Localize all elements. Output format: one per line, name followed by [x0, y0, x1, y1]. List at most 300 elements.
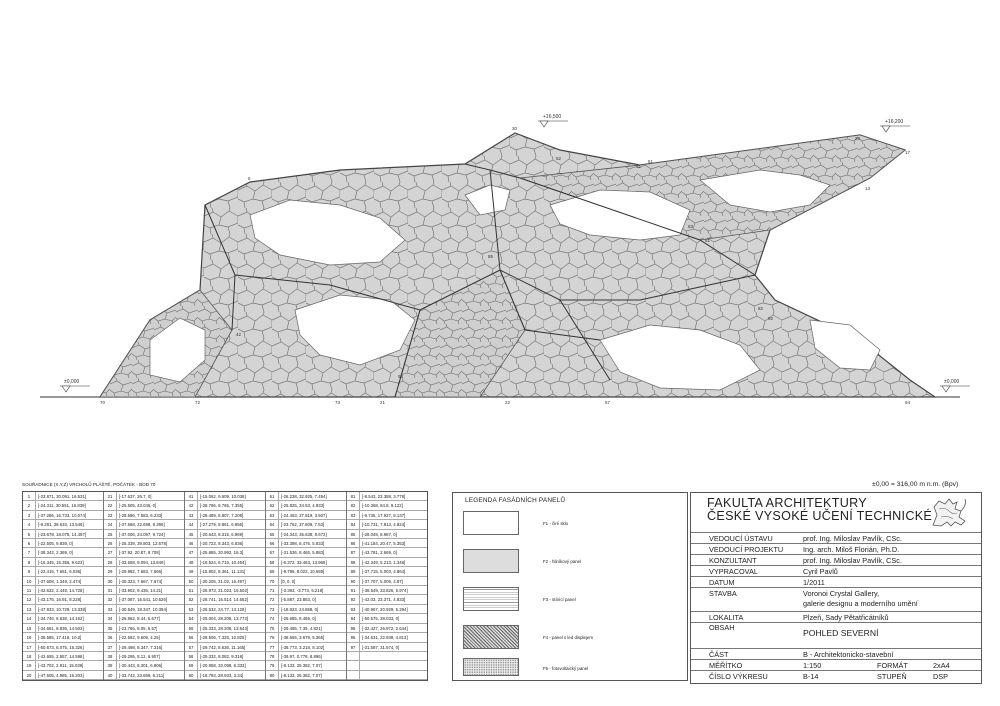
table-row: [104, 548, 184, 557]
table-row: [104, 520, 184, 529]
vertex-coordinate: [-37.707, 5.009, 4.87]: [362, 578, 403, 584]
vertex-coordinate: [-28.049, 8.987, 0]: [362, 531, 397, 537]
table-row: [23, 624, 103, 633]
vertex-coordinate: [-39.97, 0.778, 8.896]: [281, 653, 322, 659]
point-label: 81: [705, 238, 711, 243]
vertex-coordinate: [-28.796, 8.765, 7.355]: [200, 503, 244, 509]
table-row: [23, 567, 103, 576]
table-row: [266, 492, 346, 501]
vertex-coordinate: [-9.735, 17.927, 9.137]: [362, 512, 406, 518]
vertex-coordinate: [-30.443, 8.301, 6.906]: [119, 663, 163, 669]
coordinates-title: SOUŘADNICE (X,Y,Z) VRCHOLŮ PLÁŠTĚ, POČÁTEK - BOD 70: [22, 482, 156, 487]
table-row: [347, 567, 427, 576]
vertex-coordinate: [-23.678, 18.075, 14.497]: [38, 531, 87, 537]
coordinates-grid: [22, 491, 428, 681]
vertex-number: 59: [185, 661, 198, 669]
table-row: [23, 671, 103, 680]
vertex-number: 67: [266, 548, 279, 556]
vertex-number: 53: [185, 605, 198, 613]
table-row: [185, 652, 265, 661]
table-row: [104, 614, 184, 623]
row-value: 1/2011: [803, 578, 825, 587]
vertex-coordinate: [-20.958, 33.098, 6.333]: [200, 663, 246, 669]
table-row: [104, 539, 184, 548]
vertex-coordinate: [-26.238, 32.925, 7.494]: [281, 494, 327, 499]
vertex-number: 71: [266, 586, 279, 594]
vertex-number: 15: [23, 624, 36, 632]
row-value: Ing. arch. Miloš Florián, Ph.D.: [803, 545, 900, 554]
table-row: [266, 605, 346, 614]
row-key: VYPRACOVAL: [709, 567, 758, 576]
point-label: 70: [100, 400, 106, 405]
vertex-coordinate: [-37.286, 16.733, 10.074]: [38, 512, 87, 518]
vertex-coordinate: [-23.415, 7.651, 6.036]: [38, 569, 82, 575]
vertex-number: 37: [104, 643, 117, 651]
table-row: [23, 539, 103, 548]
row-key: MĚŘÍTKO: [709, 661, 743, 670]
vertex-coordinate: [-22.505, 9.839, 0]: [38, 541, 73, 547]
point-label: 85: [488, 254, 494, 259]
vertex-coordinate: [-33.398, 8.476, 5.833]: [281, 541, 325, 547]
row-key: STUPEŇ: [877, 672, 907, 681]
table-row: [104, 511, 184, 520]
table-row: [104, 558, 184, 567]
table-row: [23, 501, 103, 510]
vertex-number: 12: [23, 595, 36, 603]
vertex-coordinate: [-43.702, 2.911, 15.039]: [38, 663, 84, 669]
vertex-number: 4: [23, 520, 36, 528]
vertex-coordinate: [-8.133, 25.382, 7.07]: [281, 663, 322, 669]
table-row: [104, 624, 184, 633]
vertex-number: 72: [266, 595, 279, 603]
vertex-coordinate: [-43.781, 2.669, 0]: [362, 550, 397, 556]
vertex-number: 49: [185, 567, 198, 575]
vertex-coordinate: [-27.279, 8.861, 6.856]: [200, 522, 244, 528]
table-row: [347, 539, 427, 548]
table-row: [266, 614, 346, 623]
table-row: [347, 595, 427, 604]
table-row: [104, 567, 184, 576]
coordinates-column: [347, 492, 427, 680]
table-row: [185, 633, 265, 642]
vertex-coordinate: [-25.333, 28.208, 13.543]: [200, 625, 249, 631]
elevation-marker-left-ground: [60, 379, 90, 392]
vertex-coordinate: [-28.741, 16.514, 14.652]: [200, 597, 249, 603]
vertex-number: 75: [266, 624, 279, 632]
vertex-number: 40: [104, 671, 117, 679]
table-row: [23, 577, 103, 586]
table-row: [266, 501, 346, 510]
vertex-coordinates-table: [22, 482, 426, 682]
table-row: [266, 643, 346, 652]
vertex-coordinate: [-30.549, 18.347, 10.394]: [119, 606, 168, 612]
vertex-number: 86: [347, 539, 360, 547]
table-row: [266, 539, 346, 548]
vertex-coordinate: [-37.087, 16.541, 10.626]: [119, 597, 168, 603]
vertex-number: 96: [347, 633, 360, 641]
vertex-coordinate: [-29.495, 7.35, 4.821]: [281, 625, 322, 631]
table-row: [266, 520, 346, 529]
table-row: [23, 520, 103, 529]
vertex-number: 28: [104, 558, 117, 566]
vertex-coordinate: [-37.006, 24.097, 9.724]: [119, 531, 165, 537]
coordinates-column: [266, 492, 347, 680]
point-label: 6: [248, 176, 251, 181]
table-row: [23, 605, 103, 614]
vertex-number: 29: [104, 567, 117, 575]
point-label: 20: [855, 136, 861, 141]
vertex-number: 9: [23, 567, 36, 575]
vertex-coordinate: [-25.865, 20.992, 16.3]: [200, 550, 244, 556]
vertex-number: 94: [347, 614, 360, 622]
vertex-number: 19: [23, 661, 36, 669]
table-row: [347, 586, 427, 595]
point-label: 21: [380, 400, 386, 405]
vertex-coordinate: [-24.453, 37.819, 3.507]: [281, 512, 327, 518]
table-row: [104, 492, 184, 501]
vertex-coordinate: [-29.982, 7.683, 7.666]: [119, 569, 163, 575]
faculty-line-1: FAKULTA ARCHITEKTURY: [707, 496, 867, 510]
table-row: [347, 520, 427, 529]
row-value: Cyril Pavlů: [803, 567, 838, 576]
vertex-coordinate: [-25.962, 8.44, 6.677]: [119, 616, 160, 622]
row-value: B - Architektonicko-stavební: [803, 650, 894, 659]
vertex-number: 3: [23, 511, 36, 519]
vertex-coordinate: [-25.825, 34.53, 4.833]: [281, 503, 325, 509]
vertex-coordinate: [-3.393, -3.773, 5.218]: [281, 588, 324, 594]
point-label: 83: [688, 224, 694, 229]
vertex-number: 30: [104, 577, 117, 585]
vertex-coordinate: [-8.543, 23.388, 3.778]: [362, 494, 406, 499]
table-row: [185, 586, 265, 595]
vertex-number: [347, 661, 360, 669]
table-row: [23, 614, 103, 623]
vertex-number: 16: [23, 633, 36, 641]
vertex-coordinate: [-28.596, 7.583, 6.233]: [119, 512, 163, 518]
vertex-coordinate: [-18.524, 6.716, 10.454]: [200, 559, 246, 565]
legend-title: LEGENDA FASÁDNÍCH PANELŮ: [465, 497, 566, 504]
vertex-number: 36: [104, 633, 117, 641]
vertex-number: 76: [266, 633, 279, 641]
vertex-number: 65: [266, 530, 279, 538]
vertex-coordinate: [-24.311, 30.551, 16.839]: [38, 503, 86, 509]
table-row: [23, 548, 103, 557]
vertex-number: 52: [185, 595, 198, 603]
vertex-number: 89: [347, 567, 360, 575]
vertex-number: 95: [347, 624, 360, 632]
vertex-coordinate: [-26.532, 24.77, 13.128]: [200, 606, 246, 612]
table-row: [104, 530, 184, 539]
vertex-number: 44: [185, 520, 198, 528]
point-label: 51: [648, 159, 654, 164]
row-key: ČÍSLO VÝKRESU: [709, 672, 768, 681]
vertex-coordinate: [-47.933, 10.729, 13.338]: [38, 606, 87, 612]
row-value: B-14: [803, 672, 819, 681]
vertex-coordinate: [-25.973, 21.023, 16.502]: [200, 588, 249, 594]
table-row: [104, 661, 184, 670]
row-key: KONZULTANT: [709, 556, 757, 565]
table-row: [104, 652, 184, 661]
table-row: [266, 661, 346, 670]
vertex-number: 84: [347, 520, 360, 528]
vertex-number: 43: [185, 511, 198, 519]
vertex-number: 21: [104, 492, 117, 500]
vertex-number: 7: [23, 548, 36, 556]
vertex-coordinate: [-38.342, 2.369, 0]: [38, 550, 73, 556]
table-row: [104, 577, 184, 586]
vertex-number: 55: [185, 624, 198, 632]
vertex-number: 93: [347, 605, 360, 613]
vertex-coordinate: [-32.427, 26.972, 2.644]: [362, 625, 408, 631]
vertex-coordinate: [-20.723, 8.343, 6.836]: [200, 541, 244, 547]
table-row: [185, 530, 265, 539]
row-value: 2xA4: [933, 661, 950, 670]
legend-swatch-photovoltaic: [463, 658, 519, 676]
row-stavba: [691, 587, 981, 610]
vertex-number: 18: [23, 652, 36, 660]
vertex-number: 24: [104, 520, 117, 528]
vertex-number: 69: [266, 567, 279, 575]
row-key: LOKALITA: [709, 613, 744, 622]
row-value: DSP: [933, 672, 949, 681]
point-label: 52: [556, 156, 562, 161]
vertex-coordinate: [-38.549, 33.826, 5.974]: [362, 588, 408, 594]
vertex-number: 80: [266, 671, 279, 679]
vertex-number: 70: [266, 577, 279, 585]
legend-swatch-led: [463, 625, 519, 649]
table-row: [23, 492, 103, 501]
vertex-coordinate: [-18.823, 24.868, 0]: [281, 606, 319, 612]
vertex-coordinate: [-23.766, 8.05, 5.57]: [119, 625, 158, 631]
vertex-coordinate: [-24.343, 35.638, 8.672]: [281, 531, 327, 537]
vertex-coordinate: [-30.323, 7.667, 7.674]: [119, 578, 163, 584]
svg-text:±0,000: ±0,000: [944, 379, 960, 385]
row-value: 1:150: [803, 661, 822, 670]
point-label: 30: [512, 126, 518, 131]
vertex-coordinate: [-20.643, 8.315, 6.969]: [200, 531, 244, 537]
row-key: OBSAH: [709, 623, 735, 632]
point-label: 57: [605, 400, 611, 405]
point-label: 82: [758, 306, 764, 311]
table-row: [185, 577, 265, 586]
title-block: [690, 492, 982, 684]
vertex-coordinate: [-41.184, 20.47, 5.353]: [362, 541, 406, 547]
vertex-number: 45: [185, 530, 198, 538]
vertex-number: 38: [104, 652, 117, 660]
vertex-number: 1: [23, 492, 36, 500]
vertex-number: 14: [23, 614, 36, 622]
vertex-number: 79: [266, 661, 279, 669]
vertex-number: 11: [23, 586, 36, 594]
vertex-number: 78: [266, 652, 279, 660]
vertex-number: 83: [347, 511, 360, 519]
vertex-coordinate: [-29.295, 8.12, 6.907]: [119, 653, 160, 659]
row-key: VEDOUCÍ ÚSTAVU: [709, 534, 773, 543]
vertex-number: 74: [266, 614, 279, 622]
vertex-coordinate: [-37.668, 22.698, 8.396]: [119, 522, 165, 528]
vertex-number: 87: [347, 548, 360, 556]
svg-text:±0,000: ±0,000: [64, 379, 80, 385]
vertex-coordinate: [-33.742, 23.659, 6.211]: [119, 672, 165, 678]
vertex-coordinate: [-42.655, 2.557, 14.598]: [38, 653, 84, 659]
coordinates-column: [23, 492, 104, 680]
vertex-coordinate: [-22.592, 9.609, 4.25]: [119, 635, 160, 641]
vertex-number: 66: [266, 539, 279, 547]
vertex-coordinate: [360, 652, 362, 660]
table-row: [347, 530, 427, 539]
vertex-coordinate: [-25.505, 43.046, 0]: [119, 503, 157, 509]
table-row: [266, 567, 346, 576]
table-row: [185, 605, 265, 614]
vertex-coordinate: [-9.796, 8.022, 10.659]: [281, 569, 325, 575]
vertex-coordinate: [-31.536, 8.465, 5.883]: [281, 550, 325, 556]
table-row: [185, 511, 265, 520]
svg-text:+16,500: +16,500: [543, 114, 562, 120]
vertex-coordinate: [-43.176, 16.91, 8.228]: [38, 597, 82, 603]
vertex-coordinate: [-9.281, 38.633, 13.546]: [38, 522, 84, 528]
vertex-number: 90: [347, 577, 360, 585]
table-row: [266, 511, 346, 520]
row-cislo-vykresu: [691, 670, 981, 682]
vertex-coordinate: [-37.715, 5.003, 4.864]: [362, 569, 406, 575]
table-row: [266, 558, 346, 567]
point-label: 92: [768, 316, 774, 321]
vertex-number: 2: [23, 501, 36, 509]
row-value: Plzeň, Sady Pětatřicátníků: [803, 613, 889, 622]
vertex-number: 34: [104, 614, 117, 622]
table-row: [185, 643, 265, 652]
vertex-coordinate: [-18.783, 28.933, 3.34]: [200, 672, 244, 678]
elevation-marker-peak-left: [538, 114, 568, 127]
vertex-number: 50: [185, 577, 198, 585]
vertex-coordinate: [-29.332, 8.082, 9.318]: [200, 653, 244, 659]
vertex-number: [347, 671, 360, 679]
row-key: VEDOUCÍ PROJEKTU: [709, 545, 784, 554]
legend-swatch-shading: [463, 587, 519, 611]
vertex-coordinate: [-34.631, 22.939, 4.813]: [362, 635, 408, 641]
vertex-coordinate: [-28.506, 7.325, 10.825]: [200, 635, 246, 641]
table-row: [23, 511, 103, 520]
vertex-number: 31: [104, 586, 117, 594]
vertex-number: 20: [23, 671, 36, 679]
table-row: [347, 605, 427, 614]
table-row: [266, 548, 346, 557]
vertex-number: 25: [104, 530, 117, 538]
vertex-coordinate: [-38.773, 3.218, 8.102]: [281, 644, 325, 650]
legend-label: F4 - panel s led displejem: [543, 635, 594, 640]
table-row: [104, 501, 184, 510]
row-obsah: [691, 622, 981, 647]
vertex-coordinate: [-33.902, 9.436, 14.21]: [119, 588, 163, 594]
table-row: [23, 661, 103, 670]
vertex-number: 92: [347, 595, 360, 603]
legend-swatch-aluminium: [463, 549, 519, 573]
vertex-number: 97: [347, 643, 360, 651]
vertex-coordinate: [-34.661, 8.836, 14.503]: [38, 625, 84, 631]
vertex-number: 82: [347, 501, 360, 509]
legend-label: F3 - stínící panel: [543, 597, 576, 602]
legend-label: F5 - fotovoltaický panel: [543, 666, 589, 671]
vertex-number: 77: [266, 643, 279, 651]
table-row: [185, 661, 265, 670]
table-row: [23, 530, 103, 539]
table-row: [185, 492, 265, 501]
vertex-number: 10: [23, 577, 36, 585]
vertex-coordinate: [-5.887, 23.863, 0]: [281, 597, 316, 603]
table-row: [347, 558, 427, 567]
row-key: STAVBA: [709, 589, 737, 598]
vertex-coordinate: [-30.205, 21.02, 16.497]: [200, 578, 246, 584]
vertex-coordinate: [-33.558, 9.094, 13.849]: [119, 559, 165, 565]
vertex-number: 73: [266, 605, 279, 613]
row-key: ČÁST: [709, 650, 729, 659]
vertex-coordinate: [-50.575, 28.033, 0]: [362, 616, 400, 622]
coordinates-column: [104, 492, 185, 680]
vertex-number: 27: [104, 548, 117, 556]
legend-label: F1 - čiré sklo: [543, 521, 569, 526]
table-row: [185, 501, 265, 510]
vertex-coordinate: [-42.349, 5.213, 1.348]: [362, 559, 406, 565]
legend-label: F2 - hliníkový panel: [543, 559, 582, 564]
vertex-coordinate: [-42.622, 2.448, 14.728]: [38, 588, 84, 594]
vertex-number: 60: [185, 671, 198, 679]
vertex-number: 32: [104, 595, 117, 603]
vertex-number: 57: [185, 643, 198, 651]
table-row: [185, 520, 265, 529]
vertex-number: 17: [23, 643, 36, 651]
table-row: [104, 595, 184, 604]
point-label: 94: [905, 400, 911, 405]
table-row: [104, 671, 184, 680]
point-label: 42: [236, 332, 242, 337]
vertex-number: 51: [185, 586, 198, 594]
vertex-coordinate: [-25.339, 39.803, 12.678]: [119, 541, 168, 547]
table-row: [347, 643, 427, 652]
vertex-coordinate: [0, 0, 0]: [281, 578, 296, 584]
point-label: 31: [636, 164, 642, 169]
vertex-coordinate: [-23.871, 30.091, 16.531]: [38, 494, 87, 499]
vertex-coordinate: [-29.498, 8.347, 7.316]: [119, 644, 163, 650]
elevation-marker-right-ground: [940, 379, 970, 392]
vertex-coordinate: [-23.762, 37.809, 7.53]: [281, 522, 325, 528]
vertex-coordinate: [-17.637, 26.7, 0]: [119, 494, 152, 499]
table-row: [347, 624, 427, 633]
vertex-coordinate: [-15.802, 8.361, 11.131]: [200, 569, 246, 575]
vertex-coordinate: [-50.673, 6.075, 15.326]: [38, 644, 84, 650]
vertex-coordinate: [-37.92, 20.87, 9.708]: [119, 550, 160, 556]
vertex-number: 6: [23, 539, 36, 547]
vertex-coordinate: [-25.004, 28.208, 13.773]: [200, 616, 249, 622]
vertex-coordinate: [-31.587, 31.574, 0]: [362, 644, 400, 650]
vertex-number: 23: [104, 511, 117, 519]
vertex-coordinate: [-35.585, 17.419, 10.3]: [38, 635, 82, 641]
point-label: 13: [865, 186, 871, 191]
table-row: [347, 614, 427, 623]
vertex-number: 91: [347, 586, 360, 594]
vertex-number: 13: [23, 605, 36, 613]
table-row: [23, 586, 103, 595]
vertex-coordinate: [-47.505, 4.985, 16.203]: [38, 672, 84, 678]
table-row: [23, 595, 103, 604]
point-label: 72: [195, 400, 201, 405]
vertex-number: 42: [185, 501, 198, 509]
table-row: [347, 652, 427, 661]
table-row: [185, 671, 265, 680]
vertex-number: 33: [104, 605, 117, 613]
vertex-coordinate: [360, 661, 362, 669]
row-value: POHLED SEVERNÍ: [803, 628, 879, 638]
vertex-coordinate: [-28.489, 8.807, 7.208]: [200, 512, 244, 518]
